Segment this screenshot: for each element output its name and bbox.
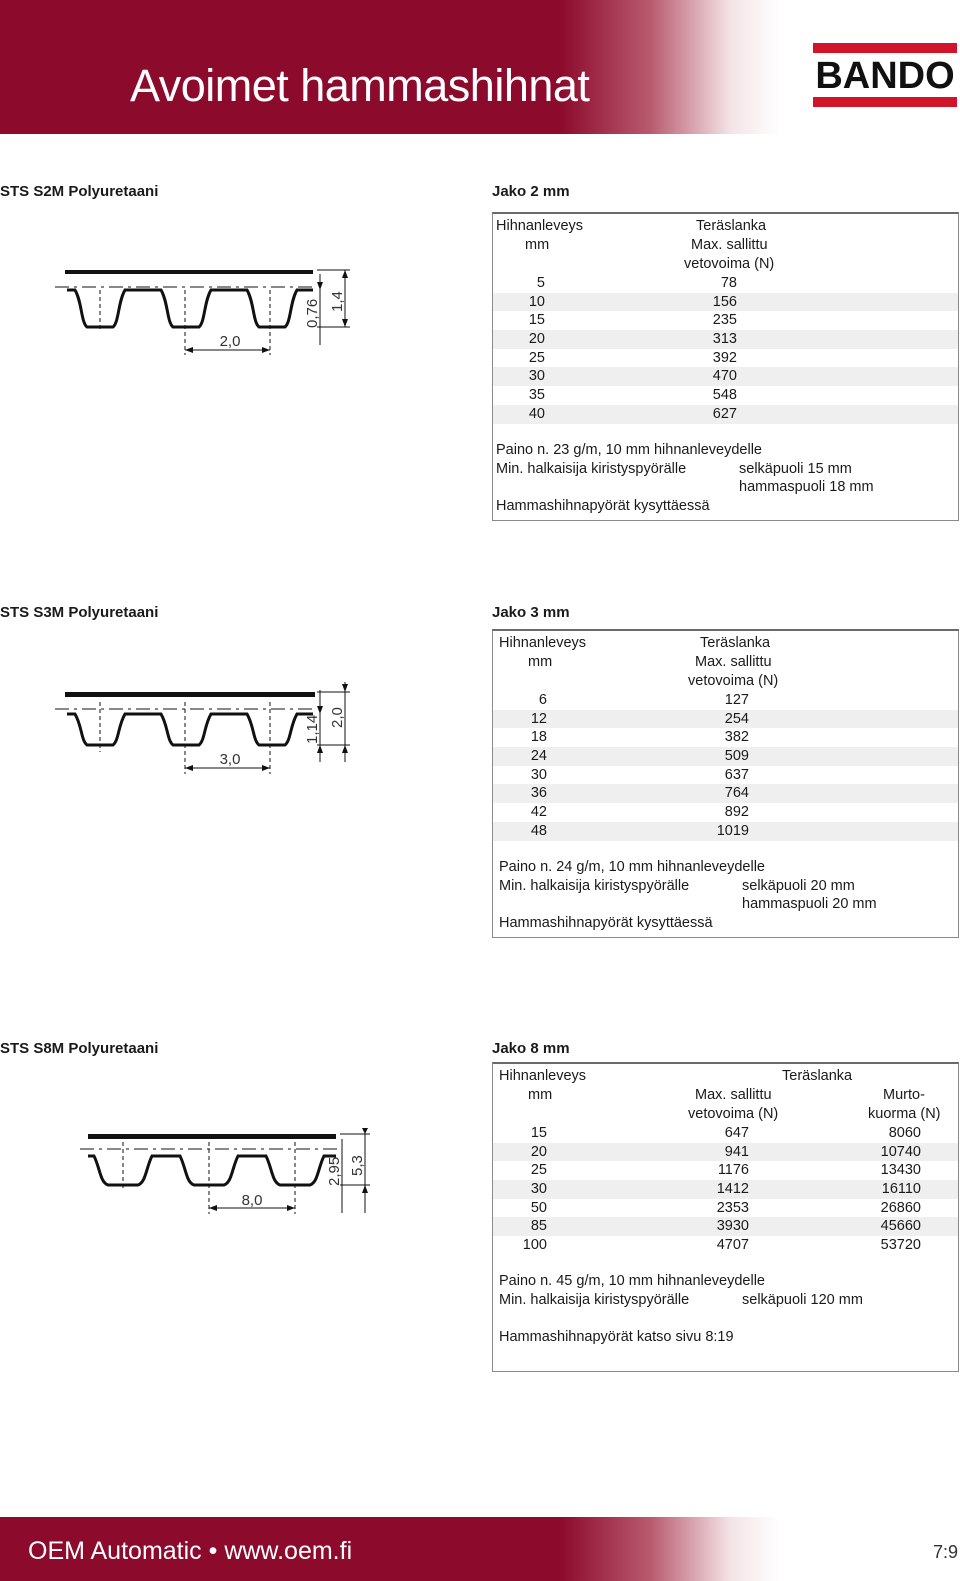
table-row: 25 1176 13430	[530, 1162, 921, 1179]
table-row: 15 235	[528, 312, 737, 329]
spec-table	[492, 1062, 959, 1372]
total-height-dimension: 5,3	[349, 1155, 366, 1176]
col-steel-header: Teräslanka	[700, 635, 771, 651]
pitch-dimension: 8,0	[241, 1192, 263, 1209]
col-force-header: Max. sallittu	[695, 654, 772, 670]
table-row: 6 127	[538, 692, 749, 708]
pulley-note: Hammashihnapyörät katso sivu 8:19	[499, 1328, 734, 1345]
section-pitch: Jako 8 mm	[492, 1040, 570, 1057]
belt-profile-diagram	[80, 1128, 380, 1228]
table-row: 25 392	[528, 349, 737, 366]
table-row: 30 637	[530, 766, 749, 783]
page-number: 7:9	[932, 1542, 958, 1562]
pulley-note: Hammashihnapyörät kysyttäessä	[496, 497, 710, 514]
page-title: Avoimet hammashihnat	[130, 60, 590, 111]
section-title: STS S3M Polyuretaani	[0, 604, 159, 621]
col-force-unit: vetovoima (N)	[688, 1106, 779, 1122]
tooth-height-dimension: 1,14	[304, 714, 321, 744]
weight-note: Paino n. 45 g/m, 10 mm hihnanleveydelle	[499, 1273, 765, 1289]
table-row: 30 1412 16110	[493, 1180, 958, 1199]
col-width-header: Hihnanleveys	[496, 218, 584, 234]
belt-profile-diagram	[55, 682, 365, 782]
spec-table	[492, 629, 959, 938]
section-pitch: Jako 2 mm	[492, 183, 570, 200]
min-diameter-label: Min. halkaisija kiristyspyörälle	[499, 1291, 690, 1308]
table-row: 40 627	[493, 405, 958, 424]
pitch-dimension: 2,0	[219, 333, 241, 350]
tooth-height-dimension: 2,95	[326, 1156, 343, 1186]
table-row: 24 509	[493, 747, 958, 766]
tooth-height-dimension: 0,76	[304, 298, 321, 328]
table-row: 42 892	[530, 804, 749, 821]
section-pitch: Jako 3 mm	[492, 604, 570, 621]
table-row: 18 382	[530, 729, 749, 746]
table-row: 85 3930 45660	[493, 1217, 958, 1236]
min-diameter-tooth: hammaspuoli 18 mm	[739, 479, 874, 495]
page-footer	[0, 1517, 960, 1581]
col-break-header: Murto-	[883, 1087, 925, 1103]
table-row: 50 2353 26860	[530, 1199, 921, 1216]
table-notes	[499, 1273, 954, 1347]
min-diameter-tooth: hammaspuoli 20 mm	[742, 896, 877, 912]
pitch-dimension: 3,0	[219, 751, 241, 768]
table-body	[493, 691, 958, 841]
min-diameter-label: Min. halkaisija kiristyspyörälle	[496, 460, 687, 477]
pulley-note: Hammashihnapyörät kysyttäessä	[499, 914, 713, 931]
col-force-unit: vetovoima (N)	[688, 673, 779, 689]
footer-company: OEM Automatic • www.oem.fi	[28, 1537, 353, 1565]
col-width-unit: mm	[528, 1087, 553, 1103]
table-row: 36 764	[493, 784, 958, 803]
table-notes	[496, 442, 954, 516]
col-steel-header: Teräslanka	[696, 218, 767, 234]
col-force-header: Max. sallittu	[691, 237, 768, 253]
table-row: 30 470	[493, 367, 958, 386]
col-width-header: Hihnanleveys	[499, 1068, 587, 1084]
col-steel-header: Teräslanka	[782, 1068, 853, 1084]
table-body	[493, 1124, 958, 1255]
table-row: 35 548	[528, 387, 737, 404]
table-row: 48 1019	[493, 822, 958, 841]
table-notes	[499, 859, 954, 933]
min-diameter-back: selkäpuoli 20 mm	[742, 877, 855, 894]
col-force-unit: vetovoima (N)	[684, 256, 775, 272]
weight-note: Paino n. 24 g/m, 10 mm hihnanleveydelle	[499, 859, 765, 875]
bando-logo	[813, 43, 957, 107]
section-title: STS S2M Polyuretaani	[0, 183, 159, 200]
table-body	[493, 274, 958, 424]
table-row: 100 4707 53720	[522, 1237, 921, 1254]
min-diameter-back: selkäpuoli 120 mm	[742, 1291, 863, 1308]
total-height-dimension: 2,0	[329, 707, 346, 728]
table-row: 20 313	[493, 330, 958, 349]
col-width-unit: mm	[528, 654, 553, 670]
min-diameter-label: Min. halkaisija kiristyspyörälle	[499, 877, 690, 894]
table-row: 12 254	[493, 710, 958, 729]
total-height-dimension: 1,4	[329, 291, 346, 312]
col-width-header: Hihnanleveys	[499, 635, 587, 651]
table-row: 15 647 8060	[530, 1125, 921, 1141]
table-row: 10 156	[493, 293, 958, 312]
belt-profile-diagram	[55, 260, 365, 360]
col-width-unit: mm	[525, 237, 550, 253]
col-break-unit: kuorma (N)	[868, 1106, 941, 1122]
col-force-header: Max. sallittu	[695, 1087, 772, 1103]
table-row: 5 78	[536, 275, 737, 291]
weight-note: Paino n. 23 g/m, 10 mm hihnanleveydelle	[496, 442, 762, 458]
section-title: STS S8M Polyuretaani	[0, 1040, 159, 1057]
table-row: 20 941 10740	[493, 1143, 958, 1162]
spec-table	[492, 212, 959, 521]
svg-text:BANDO: BANDO	[815, 55, 955, 97]
min-diameter-back: selkäpuoli 15 mm	[739, 460, 852, 477]
